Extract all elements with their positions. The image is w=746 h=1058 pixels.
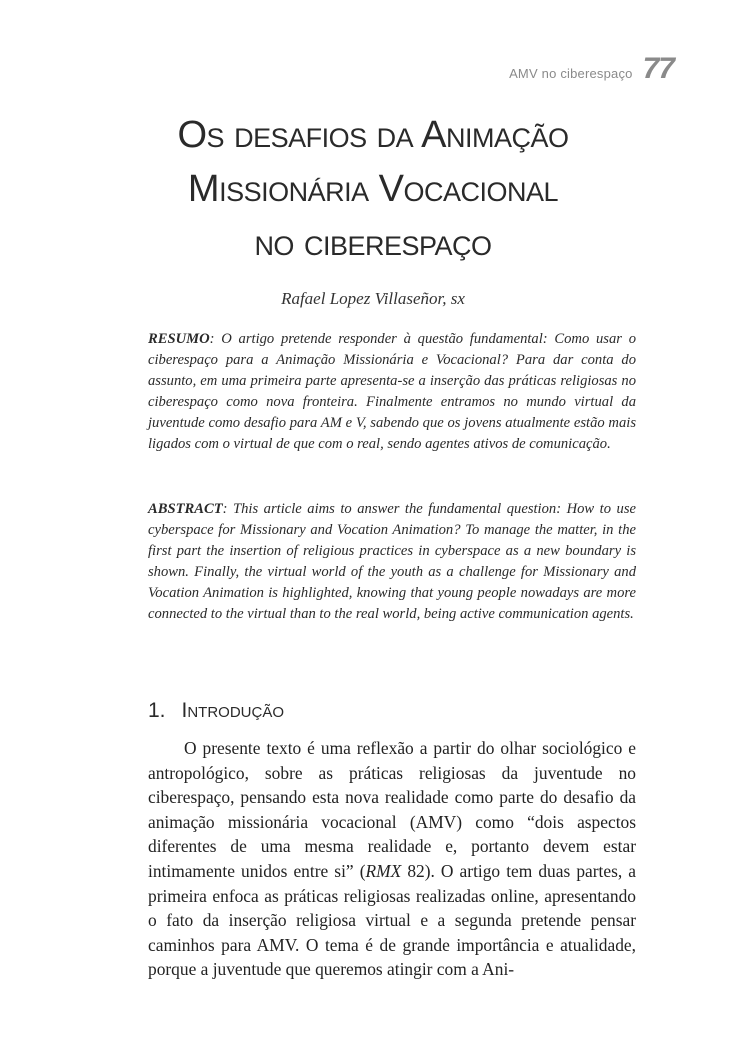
abstract-label: ABSTRACT <box>148 501 223 517</box>
author-byline: Rafael Lopez Villaseñor, sx <box>281 289 465 308</box>
resumo-paragraph <box>148 329 636 455</box>
running-header <box>509 52 674 86</box>
section-title: Introdução <box>181 699 285 722</box>
abstract-paragraph <box>148 499 636 625</box>
body-text-start: O presente texto é uma reflexão a partir do olhar sociológico e antropológico, sobre as práticas religiosas da juventude no ciberespaço, pensando esta nova realidade como parte do desafio da animação missionária vocacional (AMV) como “dois aspectos diferentes de uma mesma realidade e, portanto devem estar intimamente unidos entre si” ( <box>148 738 636 881</box>
abstract-text: : This article aims to answer the fundamental question: How to use cyberspace for Missionary and Vocation Animation? To manage the matter, in the first part the insertion of religious practices in cyberspace as a new boundary is shown. Finally, the virtual world of the youth as a challenge for Missionary and Vocation Animation is highlighted, knowing that young people nowadays are more connected to the virtual than to the real world, being active communication agents. <box>148 501 636 622</box>
running-title: AMV no ciberespaço <box>509 66 633 81</box>
resumo-text: : O artigo pretende responder à questão fundamental: Como usar o ciberespaço para a Animação Missionária e Vocacional? Para dar conta do assunto, em uma primeira parte apresenta-se a inserção das práticas religiosas no ciberespaço como nova fronteira. Finalmente entramos no mundo virtual da juventude como desafio para AM e V, sabendo que os jovens atualmente estão mais ligados com o virtual de que com o real, sendo agentes ativos de comunicação. <box>148 331 636 452</box>
body-reference: RMX <box>365 860 402 881</box>
section-number: 1. <box>148 699 166 722</box>
title-line-1: Os desafios da Animação <box>177 114 569 156</box>
body-text-end: 82). O artigo tem duas partes, a primeira enfoca as práticas religiosas realizadas online, apresentando o fato da inserção religiosa virtual e a segunda pretende pensar caminhos para AMV. O tema é de grande importância e atualidade, porque a juventude que queremos atingir com a Ani- <box>148 860 636 980</box>
resumo-label: RESUMO <box>148 331 210 347</box>
title-line-3: no ciberespaço <box>254 222 492 264</box>
page-number: 77 <box>642 52 674 85</box>
article-title <box>0 108 746 270</box>
body-paragraph <box>148 736 636 982</box>
section-heading <box>148 699 284 723</box>
title-line-2: Missionária Vocacional <box>187 168 559 210</box>
